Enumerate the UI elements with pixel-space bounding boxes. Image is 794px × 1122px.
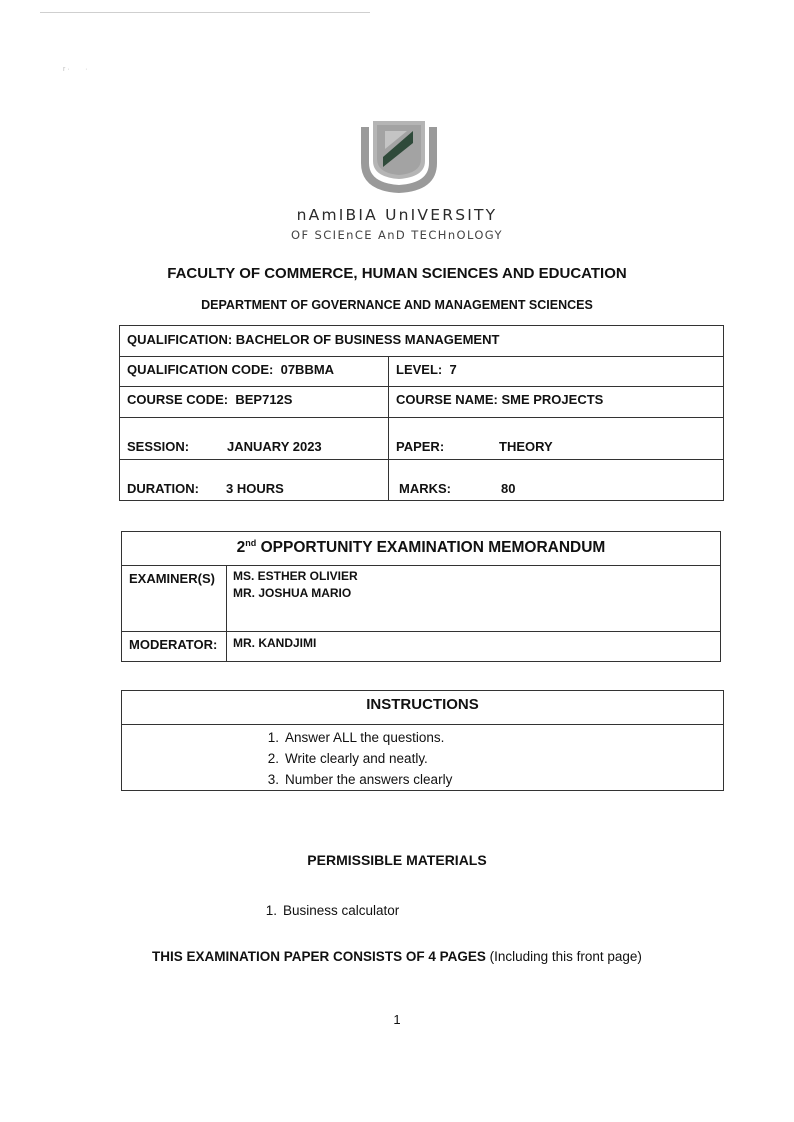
instructions-title: INSTRUCTIONS	[366, 696, 479, 713]
instructions-list	[259, 727, 452, 790]
course-name-cell: COURSE NAME: SME PROJECTS	[396, 392, 604, 407]
faculty-title: FACULTY OF COMMERCE, HUMAN SCIENCES AND EDUCATION	[167, 265, 627, 282]
memorandum-title: 2nd OPPORTUNITY EXAMINATION MEMORANDUM	[236, 538, 606, 557]
page-number: 1	[393, 1012, 401, 1027]
scan-artifact: r · ·	[63, 66, 88, 73]
list-item: 1. Business calculator	[265, 903, 400, 918]
moderator-name: MR. KANDJIMI	[233, 636, 317, 650]
department-title: DEPARTMENT OF GOVERNANCE AND MANAGEMENT SCIENCES	[201, 298, 593, 312]
session-value: JANUARY 2023	[227, 439, 322, 454]
instructions-box	[121, 690, 724, 791]
session-label: SESSION:	[127, 439, 190, 454]
qualification-code-cell: QUALIFICATION CODE: 07BBMA	[127, 362, 335, 377]
level-cell: LEVEL: 7	[396, 362, 457, 377]
memorandum-box	[121, 531, 721, 662]
moderator-label: MODERATOR:	[129, 637, 218, 652]
permissible-materials-title: PERMISSIBLE MATERIALS	[307, 852, 487, 868]
university-logo	[357, 119, 441, 195]
list-item: 2. Write clearly and neatly.	[267, 751, 428, 766]
exam-details-table	[119, 325, 724, 501]
page-count-note: THIS EXAMINATION PAPER CONSISTS OF 4 PAGES (Including this front page)	[152, 949, 642, 964]
university-subtitle: OF SCIEnCE AnD TECHnOLOGY	[291, 228, 503, 242]
duration-label: DURATION:	[127, 481, 199, 496]
list-item: 3. Number the answers clearly	[267, 772, 453, 787]
list-item: 1. Answer ALL the questions.	[267, 730, 445, 745]
examiner-name: MS. ESTHER OLIVIER	[233, 569, 358, 583]
qualification-cell: QUALIFICATION: BACHELOR OF BUSINESS MANAGEMENT	[127, 332, 500, 347]
paper-label: PAPER:	[396, 439, 445, 454]
course-code-cell: COURSE CODE: BEP712S	[127, 392, 293, 407]
marks-label: MARKS:	[399, 481, 451, 496]
examiners-label: EXAMINER(S)	[129, 571, 215, 586]
university-name: nAmIBIA UnIVERSITY	[296, 206, 498, 224]
duration-value: 3 HOURS	[226, 481, 284, 496]
examiner-name: MR. JOSHUA MARIO	[233, 586, 352, 600]
scan-artifact	[40, 12, 370, 13]
marks-value: 80	[501, 481, 516, 496]
paper-value: THEORY	[499, 439, 553, 454]
